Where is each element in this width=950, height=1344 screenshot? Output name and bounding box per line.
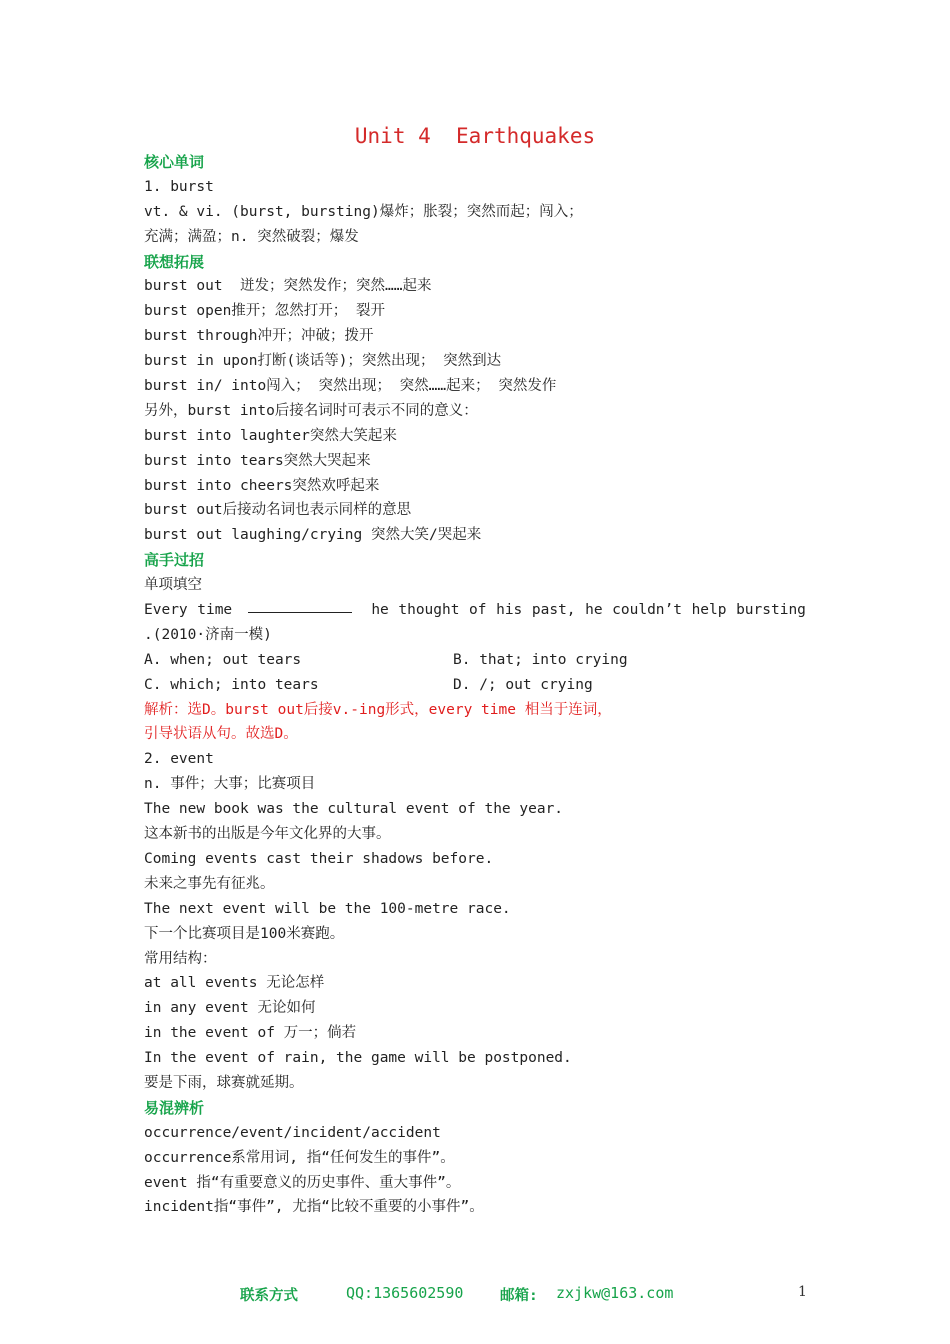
options-row <box>144 648 814 673</box>
contact-label: 联系方式 <box>240 1288 298 1304</box>
phrase-line: burst out后接动名词也表示同样的意思 <box>144 502 412 519</box>
question-word: bursting <box>736 602 806 619</box>
definition-line: vt. & vi. (burst, bursting)爆炸；胀裂；突然而起；闯入； <box>144 203 583 220</box>
word-entry: 1. burst <box>144 178 214 195</box>
qq-number: QQ:1365602590 <box>346 1284 464 1302</box>
option-c: C. which; into tears <box>144 676 319 693</box>
answer-explanation: 解析：选D。burst out后接v.-ing形式，every time 相当于连词， <box>144 701 612 718</box>
phrase-line: at all events 无论怎样 <box>144 975 325 992</box>
page-footer <box>0 1284 950 1308</box>
page-number: 1 <box>798 1284 807 1300</box>
phrase-line: in the event of 万一；倘若 <box>144 1025 357 1042</box>
question-word: past, <box>531 602 576 619</box>
answer-blank <box>248 598 352 613</box>
distinction-line: event 指“有重要意义的历史事件、重大事件”。 <box>144 1174 461 1191</box>
example-translation: 要是下雨，球赛就延期。 <box>144 1074 304 1091</box>
example-translation: 这本新书的出版是今年文化界的大事。 <box>144 826 391 843</box>
structure-label: 常用结构： <box>144 950 217 967</box>
options-row <box>144 673 814 698</box>
option-d: D. /; out crying <box>453 676 593 693</box>
phrase-line: burst into tears突然大哭起来 <box>144 452 371 469</box>
question-word: thought <box>398 602 460 619</box>
page-title: Unit 4 Earthquakes <box>354 124 596 148</box>
phrase-line: burst through冲开；冲破；拨开 <box>144 328 374 345</box>
example-sentence: Coming events cast their shadows before. <box>144 850 494 867</box>
example-sentence: The new book was the cultural event of the year. <box>144 801 564 818</box>
example-translation: 未来之事先有征兆。 <box>144 875 275 892</box>
question-word: couldn’t <box>612 602 682 619</box>
email-address: zxjkw@163.com <box>556 1284 674 1302</box>
question-word: Every <box>144 602 188 619</box>
definition-line: 充满；满盈；n. 突然破裂；爆发 <box>144 228 359 245</box>
word-entry: 2. event <box>144 751 214 768</box>
option-b: B. that; into crying <box>453 651 628 668</box>
option-a: A. when; out tears <box>144 651 302 668</box>
document-body <box>144 150 814 1220</box>
question-source: .(2010·济南一模) <box>144 626 272 643</box>
section-heading: 高手过招 <box>144 551 205 570</box>
phrase-line: burst in/ into闯入； 突然出现； 突然……起来； 突然发作 <box>144 378 557 395</box>
mail-label: 邮箱: <box>500 1288 538 1304</box>
section-heading: 核心单词 <box>144 153 205 171</box>
question-stem <box>144 598 806 623</box>
question-type: 单项填空 <box>144 577 202 594</box>
question-word: he <box>585 602 603 619</box>
section-heading: 易混辨析 <box>144 1098 205 1117</box>
question-word: of <box>469 602 487 619</box>
question-word: his <box>496 602 523 619</box>
example-sentence: In the event of rain, the game will be postponed. <box>144 1050 572 1067</box>
distinction-line: incident指“事件”, 尤指“比较不重要的小事件”。 <box>144 1199 484 1216</box>
answer-explanation: 引导状语从句。故选D。 <box>144 726 298 743</box>
phrase-line: in any event 无论如何 <box>144 1000 316 1017</box>
question-word: help <box>691 602 727 619</box>
phrase-line: burst into cheers突然欢呼起来 <box>144 477 380 494</box>
phrase-line: burst out laughing/crying 突然大笑/哭起来 <box>144 527 482 544</box>
example-sentence: The next event will be the 100-metre race. <box>144 900 511 917</box>
phrase-line: burst out 迸发；突然发作；突然……起来 <box>144 278 432 295</box>
phrase-line: 另外，burst into后接名词时可表示不同的意义： <box>144 402 478 419</box>
example-translation: 下一个比赛项目是100米赛跑。 <box>144 925 345 942</box>
section-heading: 联想拓展 <box>144 252 205 271</box>
distinction-line: occurrence系常用词, 指“任何发生的事件”。 <box>144 1149 455 1166</box>
question-word: time <box>197 602 233 619</box>
phrase-line: burst in upon打断(谈话等)；突然出现； 突然到达 <box>144 353 502 370</box>
phrase-line: burst into laughter突然大笑起来 <box>144 427 397 444</box>
definition-line: n. 事件；大事；比赛项目 <box>144 776 316 793</box>
distinction-line: occurrence/event/incident/accident <box>144 1124 441 1141</box>
question-word: he <box>371 602 389 619</box>
phrase-line: burst open推开；忽然打开； 裂开 <box>144 303 386 320</box>
